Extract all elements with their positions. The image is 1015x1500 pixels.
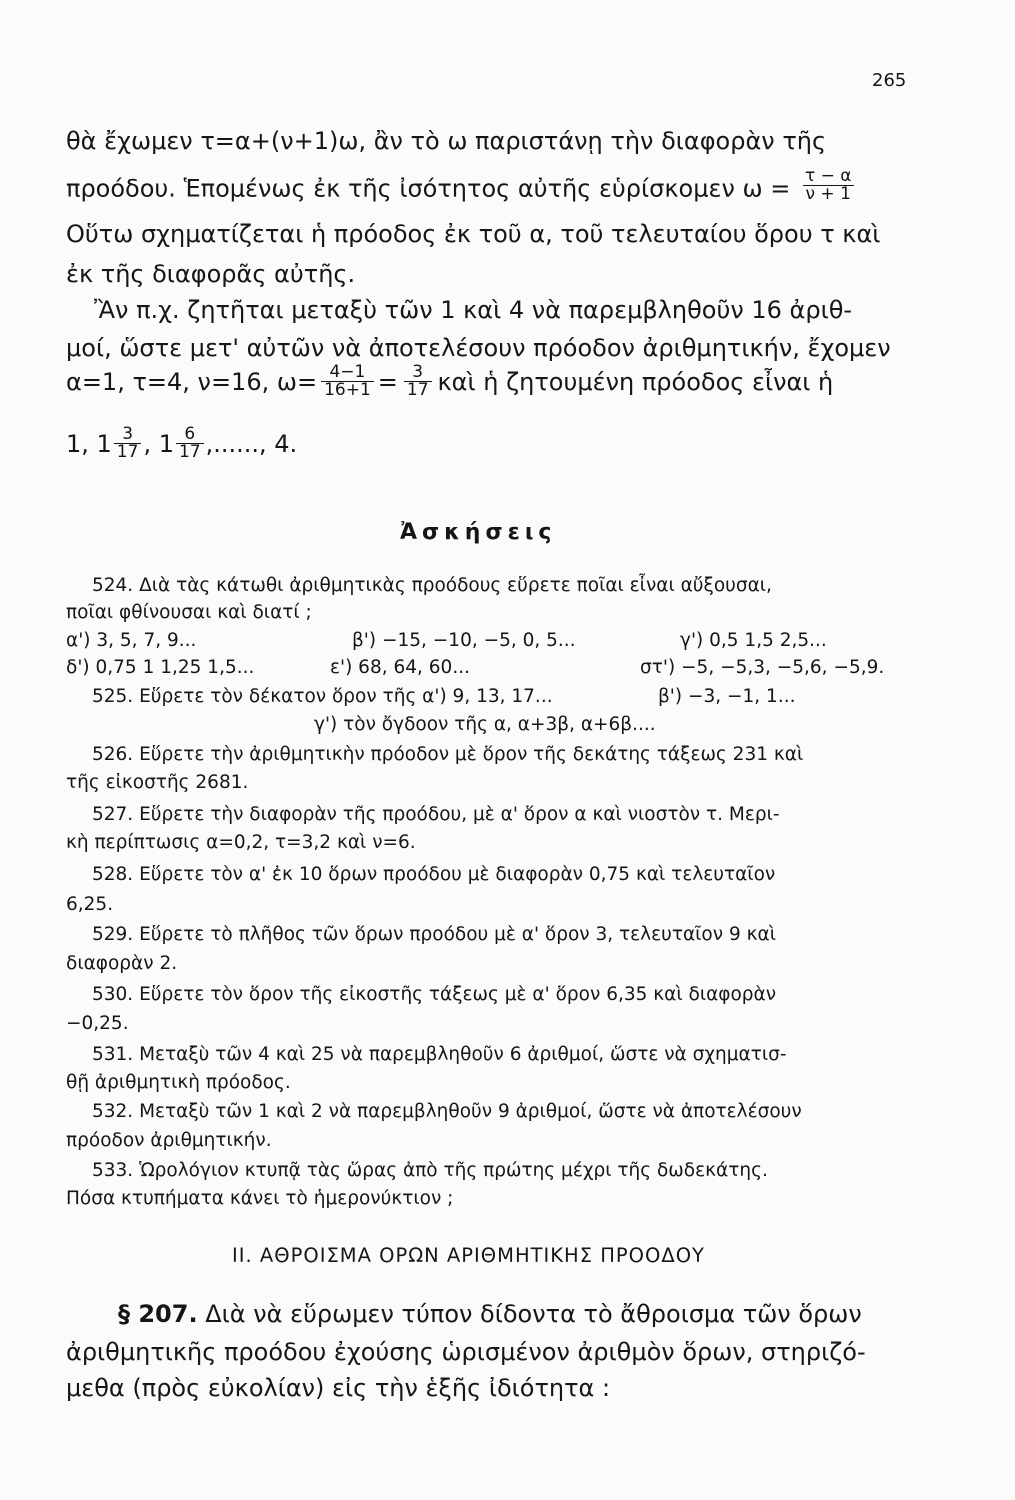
section-line-1: [118, 1300, 862, 1328]
intro-line-2-text: προόδου. Ἑπομένως ἐκ τῆς ἰσότητος αὐτῆς εὑρίσκομεν ω =: [66, 174, 791, 203]
progression-end: ,......, 4.: [205, 429, 298, 458]
fraction-example: [321, 364, 374, 399]
intro-line-7-start: α=1, τ=4, ν=16, ω=: [66, 367, 318, 396]
exercise-524-f: στ') −5, −5,3, −5,6, −5,9.: [640, 657, 885, 678]
fraction-denominator: 17: [176, 443, 204, 461]
exercise-531-line-2: θῇ ἀριθμητικὴ πρόοδος.: [66, 1072, 291, 1093]
section-line-3: μεθα (πρὸς εὐκολίαν) εἰς τὴν ἑξῆς ἰδιότητα :: [66, 1374, 611, 1402]
intro-line-7: [66, 364, 833, 399]
section-line-1-text: Διὰ νὰ εὕρωμεν τύπον δίδοντα τὸ ἄθροισμα τῶν ὅρων: [205, 1300, 862, 1328]
equals-sign: =: [377, 367, 398, 396]
fraction-result: [404, 364, 432, 399]
exercise-532-line-1: 532. Μεταξὺ τῶν 1 καὶ 2 νὰ παρεμβληθοῦν 9 ἀριθμοί, ὥστε νὰ ἀποτελέσουν: [92, 1101, 802, 1122]
fraction-numerator: 3: [412, 362, 424, 382]
section-title: ΙΙ. ΑΘΡΟΙΣΜΑ ΟΡΩΝ ΑΡΙΘΜΗΤΙΚΗΣ ΠΡΟΟΔΟΥ: [232, 1244, 705, 1267]
exercise-533-line-1: 533. Ὡρολόγιον κτυπᾷ τὰς ὥρας ἀπὸ τῆς πρώτης μέχρι τῆς δωδεκάτης.: [92, 1160, 768, 1181]
exercise-528-line-2: 6,25.: [66, 894, 114, 915]
exercise-532-line-2: πρόοδον ἀριθμητικήν.: [66, 1130, 272, 1151]
exercise-524-line-1: 524. Διὰ τὰς κάτωθι ἀριθμητικὰς προόδους εὕρετε ποῖαι εἶναι αὔξουσαι,: [92, 575, 772, 596]
fraction-numerator: 4−1: [329, 362, 366, 382]
fraction-denominator: 17: [114, 443, 142, 461]
exercise-527-line-1: 527. Εὕρετε τὴν διαφορὰν τῆς προόδου, μὲ α' ὅρον α καὶ νιοστὸν τ. Μερι-: [92, 804, 780, 825]
fraction-omega: [802, 168, 855, 203]
fraction-denominator: 17: [404, 381, 432, 399]
exercise-533-line-2: Πόσα κτυπήματα κάνει τὸ ἡμερονύκτιον ;: [66, 1188, 454, 1209]
exercise-529-line-1: 529. Εὕρετε τὸ πλῆθος τῶν ὅρων προόδου μὲ α' ὅρον 3, τελευταῖον 9 καὶ: [92, 924, 776, 945]
page-number: 265: [872, 70, 907, 91]
section-number: § 207.: [118, 1300, 198, 1328]
fraction-term-2: [114, 426, 142, 461]
exercise-524-b: β') −15, −10, −5, 0, 5...: [352, 630, 576, 651]
exercise-526-line-1: 526. Εὕρετε τὴν ἀριθμητικὴν πρόοδον μὲ ὅρον τῆς δεκάτης τάξεως 231 καὶ: [92, 744, 804, 765]
progression-mid: , 1: [143, 429, 174, 458]
intro-line-1: θὰ ἔχωμεν τ=α+(ν+1)ω, ἂν τὸ ω παριστάνῃ τὴν διαφορὰν τῆς: [66, 127, 827, 155]
intro-line-4: ἐκ τῆς διαφορᾶς αὐτῆς.: [66, 260, 356, 288]
exercise-530-line-2: −0,25.: [66, 1013, 129, 1034]
fraction-numerator: τ − α: [804, 166, 852, 186]
exercise-524-c: γ') 0,5 1,5 2,5...: [680, 630, 827, 651]
exercise-528-line-1: 528. Εὕρετε τὸν α' ἐκ 10 ὅρων προόδου μὲ διαφορὰν 0,75 καὶ τελευταῖον: [92, 864, 776, 885]
exercise-527-line-2: κὴ περίπτωσις α=0,2, τ=3,2 καὶ ν=6.: [66, 832, 416, 853]
intro-line-2: [66, 166, 854, 204]
exercise-529-line-2: διαφορὰν 2.: [66, 953, 178, 974]
exercise-531-line-1: 531. Μεταξὺ τῶν 4 καὶ 25 νὰ παρεμβληθοῦν 6 ἀριθμοί, ὥστε νὰ σχηματισ-: [92, 1044, 787, 1065]
intro-line-7-end: καὶ ἡ ζητουμένη πρόοδος εἶναι ἡ: [437, 367, 834, 396]
intro-line-6: μοί, ὥστε μετ' αὐτῶν νὰ ἀποτελέσουν πρόοδον ἀριθμητικήν, ἔχομεν: [66, 334, 891, 362]
progression-start: 1, 1: [66, 429, 112, 458]
exercise-525-b: β') −3, −1, 1...: [658, 686, 796, 707]
fraction-numerator: 6: [184, 424, 196, 444]
fraction-denominator: ν + 1: [803, 185, 854, 203]
intro-line-3: Οὕτω σχηματίζεται ἡ πρόοδος ἐκ τοῦ α, τοῦ τελευταίου ὅρου τ καὶ: [66, 220, 881, 248]
exercise-525-line-2: γ') τὸν ὄγδοον τῆς α, α+3β, α+6β....: [314, 714, 656, 735]
section-line-2: ἀριθμητικῆς προόδου ἐχούσης ὡρισμένον ἀριθμὸν ὅρων, στηριζό-: [66, 1338, 866, 1366]
exercises-heading: Ἀσκήσεις: [400, 520, 557, 545]
exercise-526-line-2: τῆς εἰκοστῆς 2681.: [66, 772, 249, 793]
intro-line-5: Ἂν π.χ. ζητῆται μεταξὺ τῶν 1 καὶ 4 νὰ παρεμβληθοῦν 16 ἀριθ-: [94, 296, 853, 324]
exercise-524-a: α') 3, 5, 7, 9...: [66, 630, 197, 651]
exercise-524-e: ε') 68, 64, 60...: [330, 657, 470, 678]
exercise-524-d: δ') 0,75 1 1,25 1,5...: [66, 657, 255, 678]
fraction-numerator: 3: [122, 424, 134, 444]
exercise-525-line-1: 525. Εὕρετε τὸν δέκατον ὅρον τῆς α') 9, 13, 17...: [92, 686, 553, 707]
exercise-530-line-1: 530. Εὕρετε τὸν ὅρον τῆς εἰκοστῆς τάξεως μὲ α' ὅρον 6,35 καὶ διαφορὰν: [92, 984, 777, 1005]
exercise-524-line-2: ποῖαι φθίνουσαι καὶ διατί ;: [66, 602, 312, 623]
intro-line-8: [66, 426, 297, 461]
fraction-denominator: 16+1: [321, 381, 374, 399]
fraction-term-3: [176, 426, 204, 461]
